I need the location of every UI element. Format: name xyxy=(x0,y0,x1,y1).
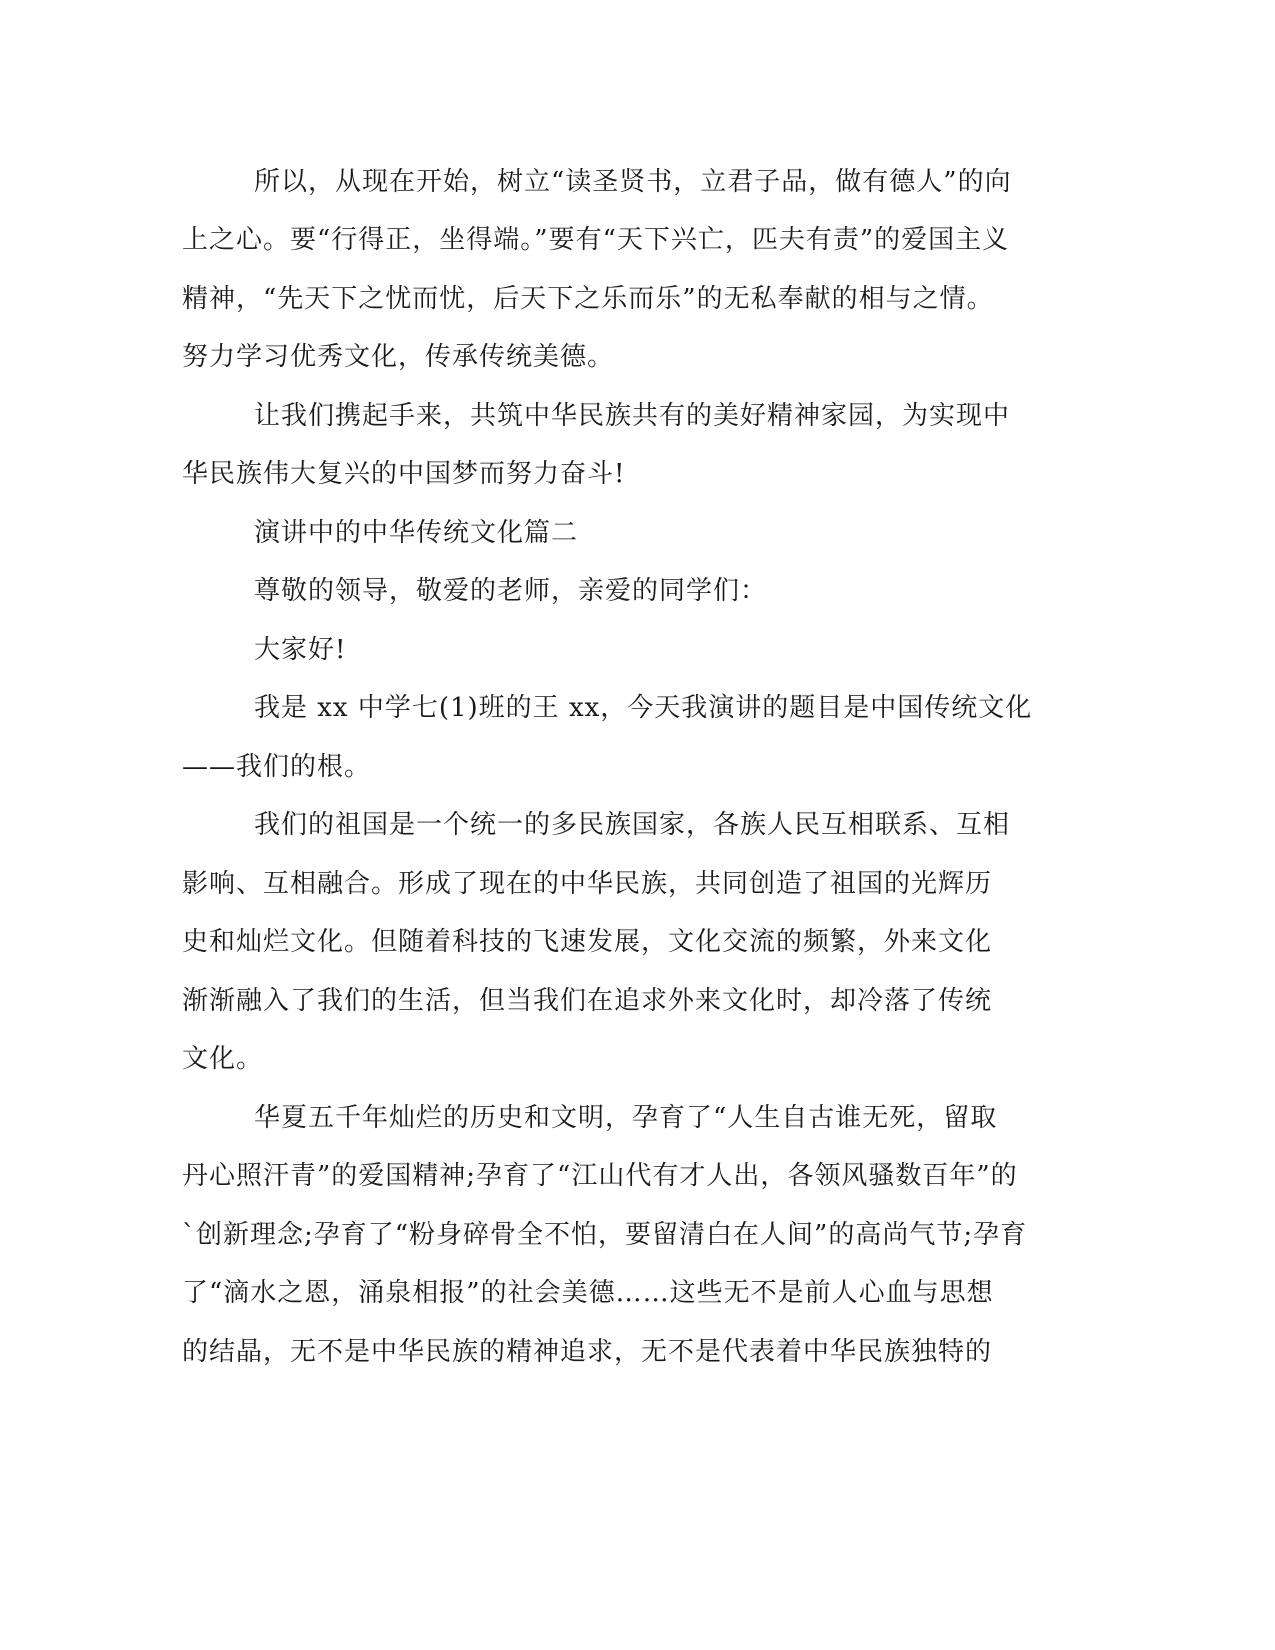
text-line: 丹心照汗青”的爱国精神;孕育了“江山代有才人出，各领风骚数百年”的 xyxy=(182,1161,1018,1191)
text-line: 史和灿烂文化。但随着科技的飞速发展，文化交流的频繁，外来文化 xyxy=(182,927,993,957)
text-line: 所以，从现在开始，树立“读圣贤书，立君子品，做有德人”的向 xyxy=(254,167,1012,197)
text-line: ——我们的根。 xyxy=(182,752,372,782)
greeting: 大家好! xyxy=(254,635,347,665)
text-line: 华夏五千年灿烂的历史和文明，孕育了“人生自古谁无死，留取 xyxy=(254,1103,998,1133)
text-line: 努力学习优秀文化，传承传统美德。 xyxy=(182,342,615,372)
text-line: 了“滴水之恩，涌泉相报”的社会美德……这些无不是前人心血与思想 xyxy=(182,1278,994,1308)
text-line: 我是 xx 中学七(1)班的王 xx，今天我演讲的题目是中国传统文化 xyxy=(254,693,1033,723)
text-line: `创新理念;孕育了“粉身碎骨全不怕，要留清白在人间”的高尚气节;孕育 xyxy=(182,1220,1028,1250)
salutation: 尊敬的领导，敬爱的老师，亲爱的同学们： xyxy=(254,576,768,606)
text-line: 华民族伟大复兴的中国梦而努力奋斗! xyxy=(182,459,626,489)
section-heading: 演讲中的中华传统文化篇二 xyxy=(254,518,579,548)
text-line: 让我们携起手来，共筑中华民族共有的美好精神家园，为实现中 xyxy=(254,401,1011,431)
text-line: 精神，“先天下之忧而忧，后天下之乐而乐”的无私奉献的相与之情。 xyxy=(182,284,994,314)
text-line: 影响、互相融合。形成了现在的中华民族，共同创造了祖国的光辉历 xyxy=(182,869,993,899)
text-line: 我们的祖国是一个统一的多民族国家，各族人民互相联系、互相 xyxy=(254,810,1011,840)
text-line: 上之心。要“行得正，坐得端。”要有“天下兴亡，匹夫有责”的爱国主义 xyxy=(182,225,1010,255)
text-line: 文化。 xyxy=(182,1044,264,1074)
text-line: 的结晶，无不是中华民族的精神追求，无不是代表着中华民族独特的 xyxy=(182,1337,993,1367)
text-line: 渐渐融入了我们的生活，但当我们在追求外来文化时，却冷落了传统 xyxy=(182,986,993,1016)
